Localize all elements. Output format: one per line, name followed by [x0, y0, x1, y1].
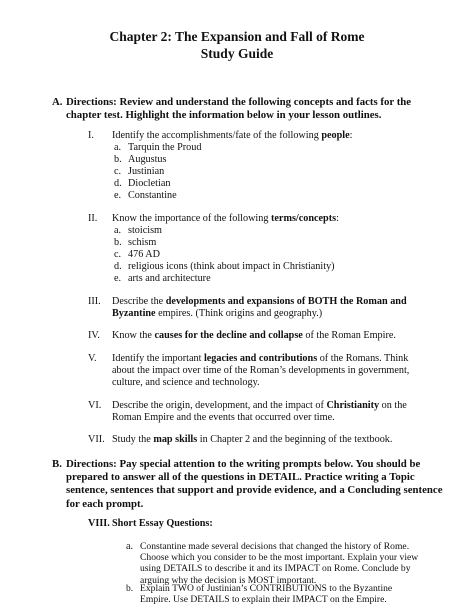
item-text [112, 400, 412, 424]
item-text [112, 330, 412, 342]
item-text-bold: Christianity [326, 400, 380, 411]
item-number: VIII. [88, 518, 110, 529]
list-item-letter: e. [114, 273, 122, 284]
item-text [112, 353, 412, 390]
list-item-letter: d. [114, 261, 122, 272]
essay-heading: Short Essay Questions: [112, 518, 213, 529]
item-text-post: in Chapter 2 and the beginning of the textbook. [197, 434, 393, 445]
list-item-text: Diocletian [128, 178, 171, 189]
list-item-text: stoicism [128, 225, 162, 236]
item-text [112, 130, 412, 142]
item-text-pre: Describe the origin, development, and the impact of [112, 400, 327, 411]
item-text-pre: Know the importance of the following [112, 213, 272, 224]
list-item [114, 273, 211, 285]
list-item [114, 190, 177, 202]
item-number: III. [88, 296, 101, 307]
section-a-directions [52, 96, 446, 122]
list-item [114, 237, 157, 249]
essay-question: Explain TWO of Justinian’s CONTRIBUTIONS to the Byzantine Empire. Use DETAILS to explain their IMPACT on the Empire. [140, 583, 393, 606]
item-number: I. [88, 130, 94, 141]
item-text-bold: people [321, 130, 350, 141]
item-number: IV. [88, 330, 100, 341]
page-subtitle: Study Guide [200, 46, 274, 61]
list-item-text: Tarquin the Proud [128, 142, 202, 153]
item-text-post: empires. (Think origins and geography.) [155, 308, 323, 320]
list-item-text: 476 AD [128, 249, 160, 260]
item-text-pre: Identify the accomplishments/fate of the following [112, 130, 322, 141]
list-item [114, 261, 335, 273]
list-item-text: Augustus [128, 154, 167, 165]
list-item-text: Constantine [128, 190, 177, 201]
list-item-text: religious icons (think about impact in Christianity) [128, 261, 335, 272]
item-text-bold: causes for the decline and collapse [154, 330, 303, 341]
item-number: VII. [88, 434, 105, 445]
item-text-post: of the Roman Empire. [302, 330, 396, 341]
section-b-directions [52, 458, 446, 511]
section-a-letter: A. [52, 96, 63, 108]
list-item-letter: a. [114, 225, 122, 236]
list-item [114, 178, 171, 190]
item-text-pre: Identify the important [112, 353, 204, 364]
list-item-letter: d. [114, 178, 122, 189]
item-number: V. [88, 353, 97, 364]
list-item [114, 154, 167, 166]
section-b-letter: B. [52, 458, 62, 470]
list-item-text: Justinian [128, 166, 165, 177]
item-text-post: on the Roman Empire and the events that occurred over time. [112, 400, 407, 424]
item-text-post: : [336, 213, 339, 224]
section-b-text: Directions: Pay special attention to the writing prompts below. You should be prepared to answer all of the questions in DETAIL. Practice writing a Topic sentence, sentences that support and provide evidence, and a Concluding sentence for each prompt. [66, 458, 443, 510]
essay-letter: a. [126, 541, 134, 552]
item-text [112, 434, 412, 446]
section-a-text: Directions: Review and understand the following concepts and facts for the chapter test. Highlight the information below in your lesson outlines. [66, 96, 412, 122]
item-text-bold: developments and expansions of BOTH the Roman and Byzantine [112, 296, 407, 320]
list-item-letter: a. [114, 142, 122, 153]
item-text-pre: Know the [112, 330, 155, 341]
list-item [114, 225, 162, 237]
item-text-bold: legacies and contributions [203, 353, 318, 364]
list-item-letter: b. [114, 237, 122, 248]
item-number: II. [88, 213, 98, 224]
item-text-post: : [349, 130, 353, 141]
essay-letter: b. [126, 583, 134, 594]
item-text-bold: terms/concepts [271, 213, 337, 224]
item-text-pre: Describe the [112, 296, 166, 307]
list-item-letter: e. [114, 190, 122, 201]
page-title: Chapter 2: The Expansion and Fall of Rome [109, 29, 365, 44]
list-item-letter: c. [114, 166, 122, 177]
list-item-letter: b. [114, 154, 122, 165]
item-text-post: of the Romans. Think about the impact over time of the Roman’s developments in government, culture, and science and technology. [112, 353, 410, 389]
item-text-pre: Study the [112, 434, 154, 445]
list-item-text: arts and architecture [128, 273, 211, 284]
list-item-text: schism [128, 237, 157, 248]
list-item [114, 142, 202, 154]
item-text-bold: map skills [153, 434, 198, 445]
item-number: VI. [88, 400, 102, 411]
item-text [112, 296, 412, 320]
list-item-letter: c. [114, 249, 122, 260]
essay-question: Constantine made several decisions that changed the history of Rome. Choose which you consider to be the most important. Explain your view using DETAILS to describe it and its IMPACT on Rome. Conclude by arguing why the decision is MOST important. [140, 541, 419, 586]
list-item [114, 166, 165, 178]
item-text [112, 213, 412, 225]
list-item [114, 249, 160, 261]
